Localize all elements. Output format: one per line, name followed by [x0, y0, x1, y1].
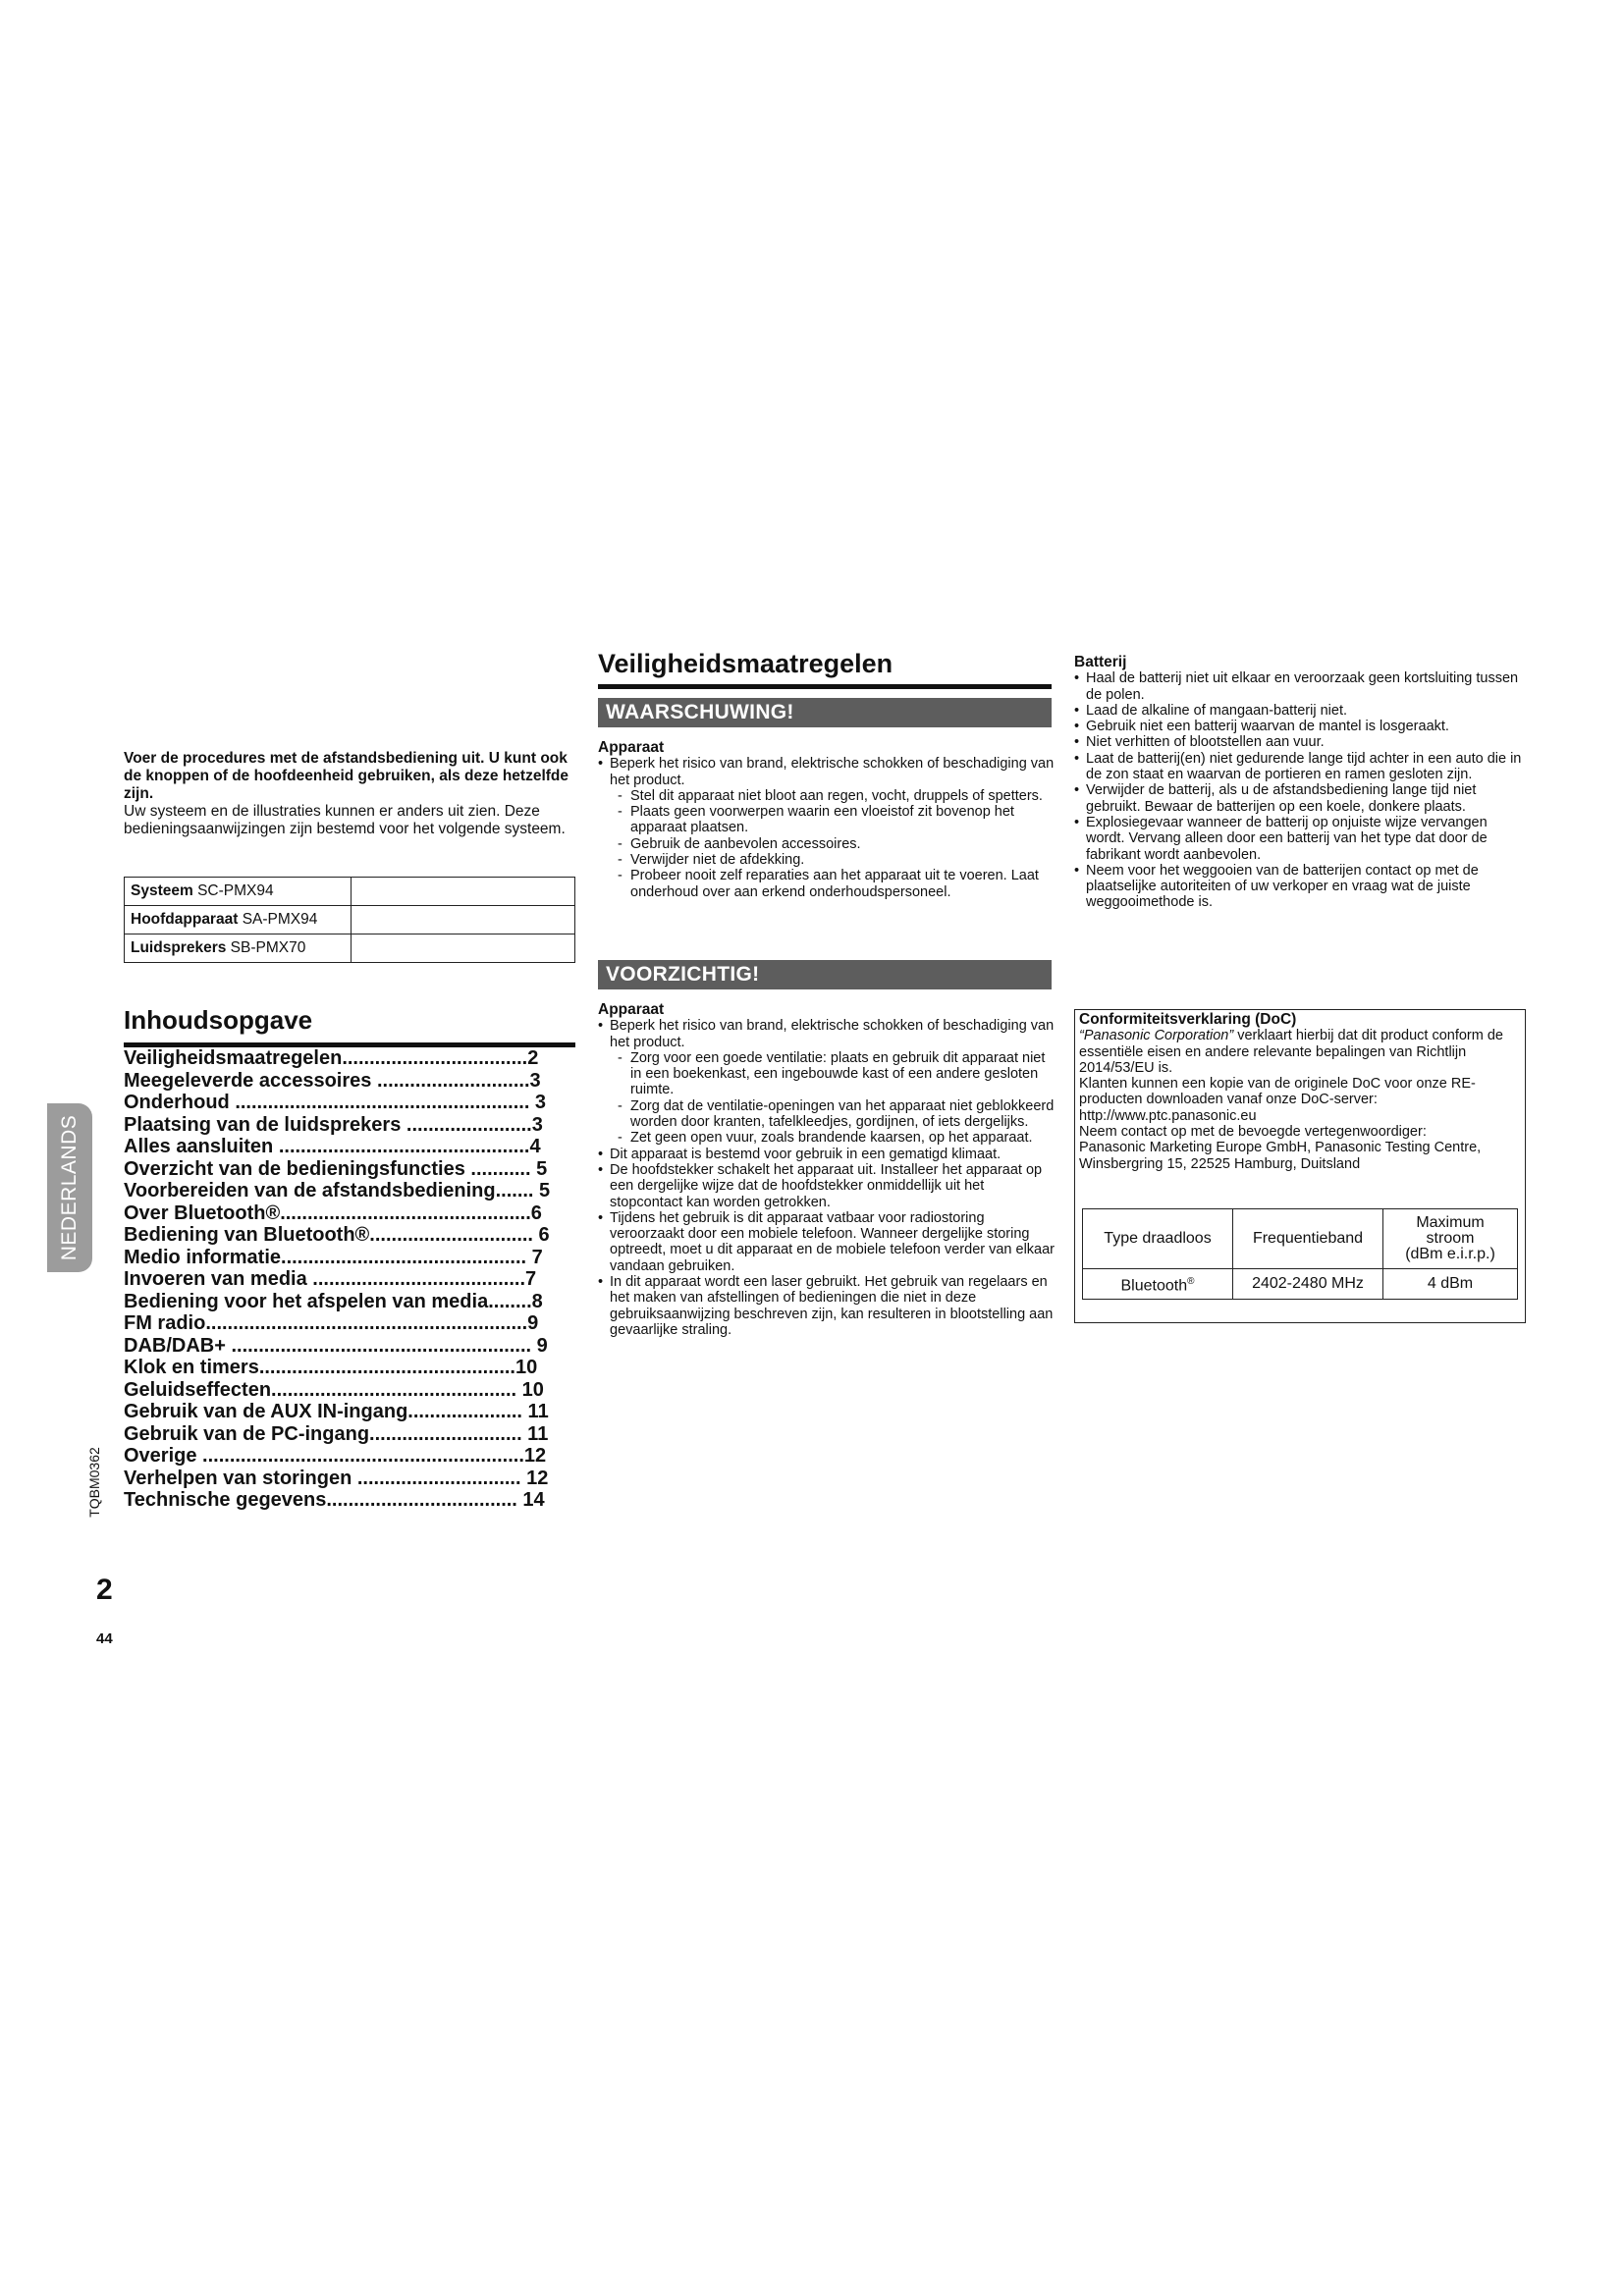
- toc-item[interactable]: Klok en timers...............................................10: [124, 1357, 538, 1378]
- page-number: 2: [96, 1574, 113, 1606]
- speakers-value: SB-PMX70: [230, 939, 306, 956]
- list-item: - Zet geen open vuur, zoals brandende kaarsen, op het apparaat.: [618, 1130, 1056, 1146]
- table-of-contents: [124, 1047, 575, 1512]
- toc-title: Inhoudsopgave: [124, 1005, 313, 1035]
- system-table: [124, 877, 575, 963]
- table-row: [125, 878, 575, 906]
- table-row: [1083, 1269, 1518, 1300]
- system-value: SC-PMX94: [197, 882, 274, 899]
- list-item: - Gebruik de aanbevolen accessoires.: [618, 836, 1056, 852]
- warning-banner: WAARSCHUWING!: [598, 698, 1052, 727]
- conformity-contact-note: Neem contact op met de bevoegde vertegenwoordiger:: [1079, 1124, 1427, 1141]
- document-code-label: TQBM0362: [86, 1447, 102, 1518]
- list-item: • Gebruik niet een batterij waarvan de mantel is losgeraakt.: [1074, 719, 1528, 734]
- conformity-text: verklaart hierbij dat dit product conform de essentiële eisen en andere relevante bepalingen van Richtlijn 2014/53/EU is.: [1079, 1028, 1503, 1076]
- list-item: [598, 1018, 1056, 1146]
- header-max-power-line3: (dBm e.i.r.p.): [1405, 1246, 1495, 1263]
- toc-item[interactable]: Voorbereiden van de afstandsbediening....... 5: [124, 1180, 551, 1201]
- table-row: [1083, 1209, 1518, 1269]
- table-row: [125, 906, 575, 934]
- warning-bullet: Beperk het risico van brand, elektrische schokken of beschadiging van het product.: [610, 756, 1055, 788]
- toc-item[interactable]: Medio informatie............................................. 7: [124, 1246, 543, 1268]
- speakers-label: Luidsprekers: [131, 939, 227, 956]
- section-title: Veiligheidsmaatregelen: [598, 649, 893, 678]
- caution-sublist: [610, 1050, 1056, 1147]
- toc-item[interactable]: Bediening van Bluetooth®.............................. 6: [124, 1224, 550, 1246]
- list-item: • Dit apparaat is bestemd voor gebruik in een gematigd klimaat.: [598, 1147, 1056, 1162]
- battery-title: Batterij: [1074, 654, 1127, 670]
- caution-section: [598, 1002, 1056, 1338]
- toc-item[interactable]: Overzicht van de bedieningsfuncties ........... 5: [124, 1157, 548, 1180]
- intro-bold-note: Voer de procedures met de afstandsbediening uit. U kunt ook de knoppen of de hoofdeenheid gebruiken, als deze hetzelfde zijn.: [124, 750, 569, 802]
- toc-item[interactable]: Invoeren van media .......................................7: [124, 1268, 537, 1290]
- toc-item[interactable]: Gebruik van de AUX IN-ingang..................... 11: [124, 1401, 549, 1422]
- language-tab: [47, 1103, 92, 1272]
- frequency-table: [1082, 1208, 1518, 1300]
- conformity-address: Panasonic Marketing Europe GmbH, Panasonic Testing Centre, Winsbergring 15, 22525 Hamburg, Duitsland: [1079, 1140, 1482, 1172]
- list-item: - Zorg voor een goede ventilatie: plaats en gebruik dit apparaat niet in een boekenkast, een ingebouwde kast of een andere gesloten ruimte.: [618, 1050, 1056, 1098]
- toc-item[interactable]: Technische gegevens................................... 14: [124, 1489, 545, 1511]
- toc-item[interactable]: Meegeleverde accessoires ............................3: [124, 1069, 541, 1092]
- toc-item[interactable]: Geluidseffecten............................................. 10: [124, 1378, 544, 1401]
- cell-wireless-type: [1083, 1269, 1233, 1300]
- header-wireless-type: Type draadloos: [1083, 1209, 1233, 1269]
- caution-bullet: Beperk het risico van brand, elektrische schokken of beschadiging van het product.: [610, 1018, 1055, 1050]
- conformity-statement: [1079, 1028, 1521, 1076]
- list-item: - Plaats geen voorwerpen waarin een vloeistof zit bovenop het apparaat plaatsen.: [618, 804, 1056, 836]
- list-item: • Neem voor het weggooien van de batterijen contact op met de plaatselijke autoriteiten of uw verkoper en vraag wat de juiste weggooimethode is.: [1074, 863, 1528, 911]
- toc-item[interactable]: DAB/DAB+ ....................................................... 9: [124, 1334, 548, 1357]
- list-item: • Niet verhitten of blootstellen aan vuur.: [1074, 734, 1528, 750]
- toc-item[interactable]: Gebruik van de PC-ingang............................ 11: [124, 1422, 549, 1445]
- cell-max-power: 4 dBm: [1383, 1269, 1518, 1300]
- toc-item[interactable]: Plaatsing van de luidsprekers .......................3: [124, 1113, 543, 1136]
- cell-frequency-band: 2402-2480 MHz: [1233, 1269, 1383, 1300]
- document-code: [86, 1447, 102, 1518]
- list-item: • Explosiegevaar wanneer de batterij op onjuiste wijze vervangen wordt. Vervang alleen door een batterij van het type dat door de fabrikant wordt aanbevolen.: [1074, 815, 1528, 863]
- main-unit-value: SA-PMX94: [242, 911, 318, 928]
- conformity-download-note: Klanten kunnen een kopie van de originele DoC voor onze RE-producten downloaden vanaf onze DoC-server:: [1079, 1076, 1476, 1108]
- system-label: Systeem: [131, 882, 193, 899]
- caution-list: [598, 1018, 1056, 1338]
- battery-section: [1074, 655, 1528, 911]
- toc-item[interactable]: Bediening voor het afspelen van media........8: [124, 1290, 543, 1312]
- caution-subhead: Apparaat: [598, 1001, 665, 1018]
- toc-item[interactable]: Alles aansluiten ..............................................4: [124, 1136, 541, 1157]
- header-frequency-band: Frequentieband: [1233, 1209, 1383, 1269]
- conformity-title: Conformiteitsverklaring (DoC): [1079, 1011, 1297, 1028]
- toc-item[interactable]: Onderhoud ...................................................... 3: [124, 1092, 547, 1113]
- list-item: • In dit apparaat wordt een laser gebruikt. Het gebruik van regelaars en het maken van afstellingen of bedieningen die niet in deze gebruiksaanwijzing beschreven zijn, kan resulteren in blootstelling aan gevaarlijke straling.: [598, 1274, 1056, 1338]
- list-item: • Tijdens het gebruik is dit apparaat vatbaar voor radiostoring veroorzaakt door een mobiele telefoon. Wanneer dergelijke storing optreedt, moet u dit apparaat en de mobiele telefoon verder van elkaar vandaan gebruiken.: [598, 1210, 1056, 1274]
- list-item: - Stel dit apparaat niet bloot aan regen, vocht, druppels of spetters.: [618, 788, 1056, 804]
- list-item: [598, 756, 1056, 900]
- list-item: - Probeer nooit zelf reparaties aan het apparaat uit te voeren. Laat onderhoud over aan erkend onderhoudspersoneel.: [618, 868, 1056, 900]
- main-unit-label: Hoofdapparaat: [131, 911, 239, 928]
- bluetooth-label: Bluetooth: [1120, 1277, 1188, 1295]
- warning-section: [598, 740, 1056, 900]
- page-number-alt: 44: [96, 1630, 113, 1647]
- toc-item[interactable]: Overige ...........................................................12: [124, 1445, 547, 1467]
- header-max-power: [1383, 1209, 1518, 1269]
- list-item: - Verwijder niet de afdekking.: [618, 852, 1056, 868]
- conformity-box: [1074, 1009, 1526, 1323]
- header-max-power-line1: Maximum: [1416, 1213, 1485, 1231]
- list-item: • Laad de alkaline of mangaan-batterij niet.: [1074, 703, 1528, 719]
- registered-mark: ®: [1187, 1275, 1195, 1287]
- warning-sublist: [610, 788, 1056, 900]
- battery-list: [1074, 670, 1528, 910]
- list-item: • Laat de batterij(en) niet gedurende lange tijd achter in een auto die in de zon staat en waarvan de portieren en ramen gesloten zijn.: [1074, 751, 1528, 783]
- company-name: “Panasonic Corporation”: [1079, 1028, 1234, 1044]
- intro-note: Uw systeem en de illustraties kunnen er anders uit zien. Deze bedieningsaanwijzingen zijn bestemd voor het volgende systeem.: [124, 803, 566, 837]
- toc-item[interactable]: Veiligheidsmaatregelen..................................2: [124, 1047, 539, 1069]
- list-item: • Verwijder de batterij, als u de afstandsbediening lange tijd niet gebruikt. Bewaar de batterijen op een koele, donkere plaats.: [1074, 782, 1528, 815]
- table-row: [125, 934, 575, 963]
- toc-item[interactable]: FM radio...........................................................9: [124, 1312, 539, 1334]
- list-item: - Zorg dat de ventilatie-openingen van het apparaat niet geblokkeerd worden door kranten, tafelkleedjes, gordijnen, of iets dergelijks.: [618, 1098, 1056, 1131]
- list-item: • De hoofdstekker schakelt het apparaat uit. Installeer het apparaat op een dergelijke wijze dat de hoofdstekker onmiddellijk uit het stopcontact kan worden getrokken.: [598, 1162, 1056, 1210]
- list-item: • Haal de batterij niet uit elkaar en veroorzaak geen kortsluiting tussen de polen.: [1074, 670, 1528, 703]
- toc-item[interactable]: Verhelpen van storingen .............................. 12: [124, 1467, 549, 1489]
- header-max-power-line2: stroom: [1426, 1229, 1475, 1247]
- toc-item[interactable]: Over Bluetooth®..............................................6: [124, 1201, 542, 1224]
- conformity-url[interactable]: http://www.ptc.panasonic.eu: [1079, 1107, 1257, 1124]
- language-tab-label: NEDERLANDS: [58, 1114, 81, 1261]
- intro-text: [124, 750, 575, 838]
- warning-list: [598, 756, 1056, 900]
- caution-banner: VOORZICHTIG!: [598, 960, 1052, 989]
- warning-subhead: Apparaat: [598, 739, 665, 756]
- section-divider: [598, 684, 1052, 689]
